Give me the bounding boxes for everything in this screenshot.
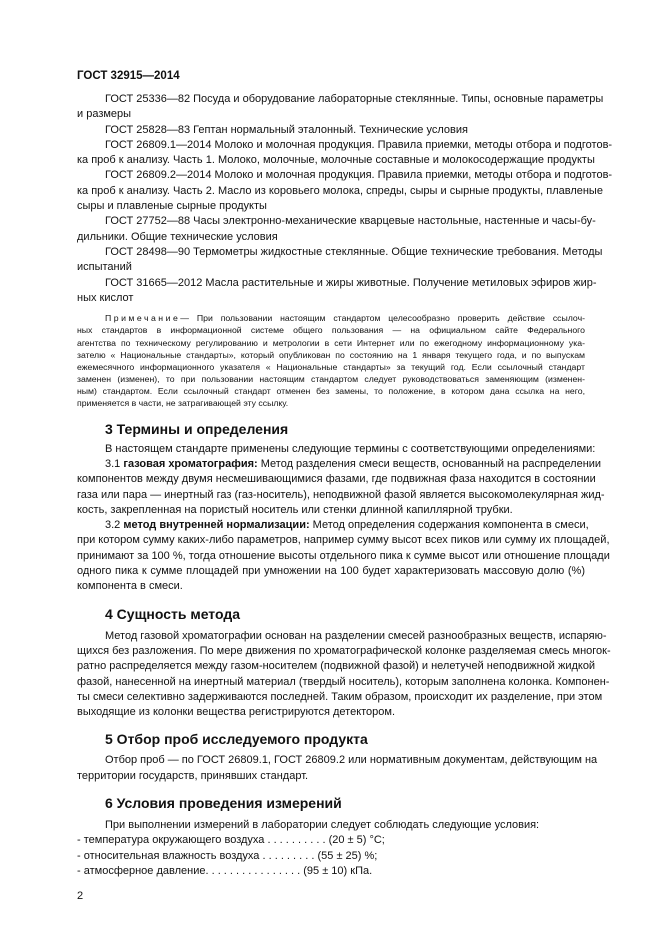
text-line: испытаний bbox=[77, 261, 132, 274]
text-line: ГОСТ 25828—83 Гептан нормальный эталонный. Технические условия bbox=[105, 123, 468, 136]
text-line: В настоящем стандарте применены следующие термины с соответствующими определениями: bbox=[105, 442, 596, 455]
text-line: и размеры bbox=[77, 108, 132, 121]
text-line: ных кислот bbox=[77, 291, 134, 304]
note-line: ных стандартов в информационной системе общего пользования — на официальном сайте Федерального bbox=[77, 325, 585, 336]
section-heading: 5 Отбор проб исследуемого продукта bbox=[105, 731, 368, 748]
text-line: ка проб к анализу. Часть 2. Масло из коровьего молока, спреды, сыры и сырные продукты, плавленые bbox=[77, 184, 603, 197]
note-line: применяется в части, не затрагивающей эту ссылку. bbox=[77, 398, 289, 409]
note-line bbox=[77, 312, 585, 324]
reference-item bbox=[77, 138, 613, 169]
reference-item bbox=[77, 245, 603, 276]
note-line: ежемесячного информационного указателя « Национальные стандарты» за текущий год. Если ссылочный стандарт bbox=[77, 361, 585, 372]
text-line: ГОСТ 26809.2—2014 Молоко и молочная продукция. Правила приемки, методы отбора и подготов- bbox=[105, 169, 613, 182]
reference-item bbox=[77, 123, 585, 138]
text-line: принимают за 100 %, тогда отношение высоты отдельного пика к сумме высот или отношение площади bbox=[77, 549, 610, 562]
section-heading: 6 Условия проведения измерений bbox=[105, 795, 342, 811]
term-name: метод внутренней нормализации: bbox=[123, 519, 310, 532]
term-number: 3.1 bbox=[105, 457, 124, 470]
term-definition: Метод разделения смеси веществ, основанный на распределении bbox=[257, 457, 602, 470]
text-line: ГОСТ 31665—2012 Масла растительные и жиры животные. Получение метиловых эфиров жир- bbox=[105, 276, 597, 289]
text-line: дильники. Общие технические условия bbox=[77, 230, 278, 243]
section-3 bbox=[77, 420, 610, 595]
note-label: Примечание bbox=[105, 313, 181, 324]
text-line: ты смеси селективно задерживаются последней. Таким образом, происходит их разделение, при этом bbox=[77, 690, 603, 703]
text-line: ГОСТ 27752—88 Часы электронно-механические кварцевые настольные, настенные и часы-бу- bbox=[105, 215, 596, 228]
text-line: компонента в смеси. bbox=[77, 580, 183, 593]
note-line: заменен (изменен), то при пользовании настоящим стандартом следует руководствоваться заменяющим (изменен- bbox=[77, 374, 585, 385]
text-line: газа или пара — инертный газ (газ-носитель), неподвижной фазой является высокомолекулярная жид- bbox=[77, 488, 605, 501]
text-line: ГОСТ 28498—90 Термометры жидкостные стеклянные. Общие технические требования. Методы bbox=[105, 245, 603, 258]
text-line: при котором сумму каких-либо параметров, например сумму высот всех пиков или сумму их площадей, bbox=[77, 534, 610, 547]
section-6 bbox=[77, 794, 585, 879]
text-line: ратно распределяется между газом-носителем (подвижной фазой) и нелетучей неподвижной жидкой bbox=[77, 660, 596, 673]
section-5 bbox=[77, 730, 598, 784]
document-header: ГОСТ 32915—2014 bbox=[77, 70, 180, 82]
reference-item bbox=[77, 214, 596, 245]
note bbox=[77, 312, 585, 410]
section-heading: 3 Термины и определения bbox=[105, 420, 289, 437]
text-line: компонентов между двумя несмешивающимися фазами, где подвижная фаза находится в состоянии bbox=[77, 473, 596, 486]
text-line: фазой, нанесенной на инертный материал (твердый носитель), которым заполнена колонка. Компонен- bbox=[77, 675, 610, 688]
note-line: ным) стандартом. Если ссылочный стандарт отменен без замены, то положение, в котором дана ссылка на него, bbox=[77, 386, 585, 397]
text-line: При выполнении измерений в лаборатории следует соблюдать следующие условия: bbox=[105, 819, 540, 831]
term-line bbox=[77, 518, 589, 533]
text-line: ГОСТ 25336—82 Посуда и оборудование лабораторные стеклянные. Типы, основные параметры bbox=[105, 93, 604, 105]
text-line: сыры и плавленые сырные продукты bbox=[77, 200, 267, 213]
page-number: 2 bbox=[77, 890, 84, 903]
reference-item bbox=[77, 168, 613, 214]
condition-item: - относительная влажность воздуха . . . . . . . . . (55 ± 25) %; bbox=[77, 849, 378, 862]
section-heading: 4 Сущность метода bbox=[105, 605, 241, 622]
section-4 bbox=[77, 605, 611, 721]
term-definition: Метод определения содержания компонента в смеси, bbox=[309, 519, 589, 532]
text-line: ка проб к анализу. Часть 1. Молоко, молочные, молочные составные и молокосодержащие продукты bbox=[77, 154, 595, 167]
text-line: ГОСТ 26809.1—2014 Молоко и молочная продукция. Правила приемки, методы отбора и подготов- bbox=[105, 138, 613, 151]
reference-item bbox=[77, 92, 604, 123]
note-line: агентства по техническому регулированию и метрологии в сети Интернет или по ежегодному информационному ука- bbox=[77, 337, 585, 348]
normative-references bbox=[77, 92, 613, 306]
note-text: — При пользовании настоящим стандартом целесообразно проверить действие ссылоч- bbox=[180, 313, 585, 324]
text-line: щихся без разложения. По мере движения по хроматографической колонке разделяемая смесь многок- bbox=[77, 644, 611, 657]
condition-item: - температура окружающего воздуха . . . . . . . . . . (20 ± 5) °С; bbox=[77, 834, 385, 847]
condition-item: - атмосферное давление. . . . . . . . . . . . . . . . (95 ± 10) кПа. bbox=[77, 864, 373, 877]
text-line: Отбор проб — по ГОСТ 26809.1, ГОСТ 26809.2 или нормативным документам, действующим на bbox=[105, 754, 598, 767]
note-line: зателю « Национальные стандарты», который опубликован по состоянию на 1 января текущего года, и по выпускам bbox=[77, 349, 585, 360]
text-line: Метод газовой хроматографии основан на разделении смесей разнообразных веществ, испаряю- bbox=[105, 629, 607, 642]
text-line: одного пика к сумме площадей при умножении на 100 будет характеризовать массовую долю (%) bbox=[77, 565, 585, 578]
term-number: 3.2 bbox=[105, 519, 124, 532]
text-line: территории государств, принявших стандарт. bbox=[77, 769, 309, 782]
reference-item bbox=[77, 276, 597, 307]
term-name: газовая хроматография: bbox=[123, 457, 258, 470]
document-page bbox=[77, 69, 613, 903]
term-line bbox=[77, 457, 602, 472]
text-line: выходящие из колонки вещества регистрируются детектором. bbox=[77, 706, 396, 719]
text-line: кость, закрепленная на пористый носитель или стенки длинной капиллярной трубки. bbox=[77, 503, 513, 516]
